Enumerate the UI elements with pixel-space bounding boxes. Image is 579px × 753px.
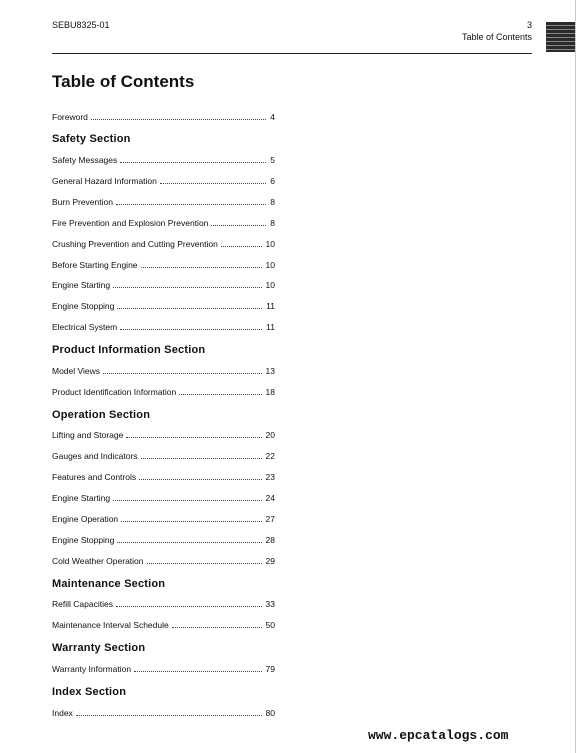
toc-entry-label: Engine Operation — [52, 514, 119, 524]
toc-entry-page: 23 — [265, 472, 275, 482]
section-heading-index: Index Section — [52, 686, 127, 698]
toc-entry-page: 33 — [265, 599, 275, 609]
dot-leader — [139, 472, 261, 480]
toc-entry-page: 11 — [266, 322, 275, 332]
page-edge — [575, 0, 576, 753]
toc-entry-page: 24 — [265, 493, 275, 503]
toc-entry-page: 8 — [270, 197, 275, 207]
section-heading-warranty: Warranty Section — [52, 642, 146, 654]
toc-entry[interactable] — [52, 366, 275, 378]
dot-leader — [116, 197, 266, 205]
toc-entry-page: 18 — [265, 387, 275, 397]
toc-entry[interactable] — [52, 472, 275, 484]
toc-entry-label: Engine Starting — [52, 493, 111, 503]
toc-entry[interactable] — [52, 197, 275, 209]
toc-entry[interactable] — [52, 620, 275, 632]
section-heading-maintenance: Maintenance Section — [52, 578, 166, 590]
document-id: SEBU8325-01 — [52, 20, 110, 30]
toc-entry-label: Burn Prevention — [52, 197, 113, 207]
toc-entry[interactable] — [52, 599, 275, 611]
toc-entry-label: Lifting and Storage — [52, 430, 124, 440]
toc-entry-label: Crushing Prevention and Cutting Prevention — [52, 239, 218, 249]
section-heading-safety: Safety Section — [52, 133, 131, 145]
toc-entry-label: Gauges and Indicators — [52, 451, 138, 461]
toc-entry[interactable] — [52, 239, 275, 251]
toc-entry[interactable] — [52, 218, 275, 230]
dot-leader — [160, 176, 266, 184]
toc-entry[interactable] — [52, 451, 275, 463]
toc-entry-page: 27 — [265, 514, 275, 524]
toc-entry-page: 29 — [265, 556, 275, 566]
toc-entry-label: Safety Messages — [52, 155, 118, 165]
toc-entry-page: 5 — [270, 155, 275, 165]
dot-leader — [117, 535, 261, 543]
toc-entry-page: 20 — [265, 430, 275, 440]
toc-entry[interactable] — [52, 176, 275, 188]
toc-entry-page: 4 — [270, 112, 275, 122]
toc-entry[interactable] — [52, 430, 275, 442]
toc-entry[interactable] — [52, 280, 275, 292]
dot-leader — [141, 260, 262, 268]
toc-entry-page: 28 — [265, 535, 275, 545]
toc-entry-label: Index — [52, 708, 73, 718]
toc-entry-page: 10 — [265, 280, 275, 290]
watermark: www.epcatalogs.com — [368, 728, 509, 743]
dot-leader — [116, 599, 262, 607]
toc-entry[interactable] — [52, 493, 275, 505]
dot-leader — [120, 155, 266, 163]
toc-entry-foreword[interactable] — [52, 112, 275, 124]
toc-entry-label: Maintenance Interval Schedule — [52, 620, 169, 630]
toc-entry-label: Engine Stopping — [52, 301, 115, 311]
dot-leader — [103, 366, 261, 374]
dot-leader — [211, 218, 266, 226]
toc-entry[interactable] — [52, 260, 275, 272]
section-thumb-tab — [546, 22, 575, 52]
toc-entry-label: Warranty Information — [52, 664, 132, 674]
page-title: Table of Contents — [52, 72, 195, 91]
toc-entry[interactable] — [52, 514, 275, 526]
dot-leader — [221, 239, 262, 247]
dot-leader — [134, 664, 261, 672]
dot-leader — [120, 322, 262, 330]
section-heading-product-information: Product Information Section — [52, 344, 206, 356]
toc-entry-page: 11 — [266, 301, 275, 311]
toc-entry-label: Before Starting Engine — [52, 260, 138, 270]
toc-entry-label: General Hazard Information — [52, 176, 157, 186]
toc-entry[interactable] — [52, 664, 275, 676]
toc-entry[interactable] — [52, 556, 275, 568]
toc-entry-page: 8 — [270, 218, 275, 228]
toc-entry[interactable] — [52, 535, 275, 547]
toc-entry[interactable] — [52, 387, 275, 399]
dot-leader — [113, 280, 261, 288]
toc-entry[interactable] — [52, 322, 275, 334]
dot-leader — [76, 708, 262, 716]
toc-entry-label: Foreword — [52, 112, 88, 122]
toc-entry-label: Cold Weather Operation — [52, 556, 144, 566]
dot-leader — [141, 451, 262, 459]
toc-entry-page: 10 — [265, 239, 275, 249]
dot-leader — [147, 556, 262, 564]
header-rule — [52, 53, 532, 54]
dot-leader — [172, 620, 262, 628]
toc-entry[interactable] — [52, 155, 275, 167]
dot-leader — [121, 514, 261, 522]
toc-entry-label: Product Identification Information — [52, 387, 177, 397]
toc-entry[interactable] — [52, 301, 275, 313]
running-title: Table of Contents — [461, 32, 532, 42]
toc-entry-label: Model Views — [52, 366, 101, 376]
section-heading-operation: Operation Section — [52, 409, 151, 421]
toc-entry-page: 80 — [265, 708, 275, 718]
dot-leader — [91, 112, 266, 120]
toc-entry-label: Engine Starting — [52, 280, 111, 290]
toc-entry-label: Features and Controls — [52, 472, 137, 482]
toc-entry-page: 50 — [265, 620, 275, 630]
dot-leader — [126, 430, 261, 438]
toc-entry-page: 10 — [265, 260, 275, 270]
toc-entry[interactable] — [52, 708, 275, 720]
dot-leader — [179, 387, 261, 395]
dot-leader — [117, 301, 262, 309]
page-number: 3 — [526, 20, 532, 30]
dot-leader — [113, 493, 261, 501]
toc-entry-label: Fire Prevention and Explosion Prevention — [52, 218, 209, 228]
toc-entry-page: 79 — [265, 664, 275, 674]
toc-entry-label: Electrical System — [52, 322, 118, 332]
toc-entry-page: 6 — [270, 176, 275, 186]
toc-entry-label: Engine Stopping — [52, 535, 115, 545]
toc-entry-page: 13 — [265, 366, 275, 376]
toc-entry-label: Refill Capacities — [52, 599, 113, 609]
toc-entry-page: 22 — [265, 451, 275, 461]
